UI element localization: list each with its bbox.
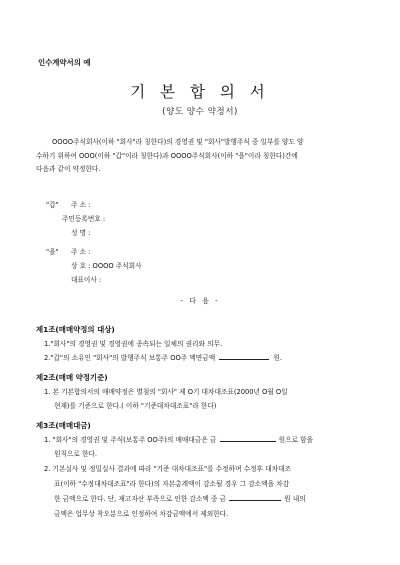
section-3-item-2-line-1: 2. 기본실사 및 정밀실사 결과에 따라 "기준 대차대조표"를 수정하며 수정후 대차대조 xyxy=(44,465,291,473)
item-text: 1. "회사"의 경영권 및 주식(보통주 OO주)의 매매대금은 금 xyxy=(44,436,217,444)
intro-paragraph xyxy=(36,136,374,177)
item-text: 2."갑"의 소유인 "회사"의 발행주식 보통주 OO주 액면금액 xyxy=(44,354,216,362)
item-text: 원으로 함을 xyxy=(278,436,314,444)
item-text: 원. xyxy=(273,354,283,362)
document-subtitle: (양도 양수 약정서) xyxy=(162,107,238,117)
amount-blank xyxy=(229,493,281,501)
party-b-company: 상 호 : OOOO 주식회사 xyxy=(71,262,142,270)
party-a-label: "갑" xyxy=(46,201,59,209)
intro-line: 다음과 같이 약정한다. xyxy=(36,165,101,173)
intro-line: 수하기 위하여 OOO(이하 "갑"이라 칭한다)과 OOOO주식회사(이하 "을"이라 칭한다)간에 xyxy=(36,151,298,160)
item-text: 원 내의 xyxy=(284,495,306,503)
section-3-heading: 제3조(매매대금) xyxy=(36,421,91,430)
document-caption: 인수계약서의 예 xyxy=(38,58,91,67)
section-1-item-1: 1."회사"의 경영권 및 경영권에 종속되는 일체의 권리와 의무. xyxy=(44,340,223,348)
section-3-item-2-line-4: 금액은 업무상 착오분으로 인정하여 차감금액에서 제외한다. xyxy=(54,510,229,518)
section-3-item-1-line-2: 원칙으로 한다. xyxy=(54,450,98,458)
section-1-item-2 xyxy=(44,352,282,362)
section-2-item-1-line-2: 현재)를 기준으로 한다.( 이하 "기준대차대조표"라 한다) xyxy=(54,402,217,410)
party-b-label: "을" xyxy=(46,248,59,256)
section-2-item-1-line-1: 1. 본 기본합의서의 매매약정은 별첨의 "회사" 제 O기 대차대조표(2000년 O월 O일 xyxy=(44,388,288,396)
party-a-address-label: 주 소 : xyxy=(71,201,91,209)
section-3-item-2-line-2: 표(이하 "수정대차대조표"라 한다)의 자본총계액이 감소될 경우 그 감소액을 차감 xyxy=(54,480,290,488)
party-b-address-label: 주 소 : xyxy=(71,248,91,256)
amount-blank xyxy=(219,352,269,360)
section-3-item-1-line-1 xyxy=(44,434,313,444)
party-b-rep-label: 대표이사 : xyxy=(71,276,102,284)
intro-line: OOOO주식회사(이하 "회사"라 칭한다)의 경영권 및 "회사"발행주식 중 일부를 양도 양 xyxy=(52,138,304,146)
amount-blank xyxy=(220,434,276,442)
divider-text: - 다 음 - xyxy=(180,297,220,305)
section-1-heading: 제1조(매매약정의 대상) xyxy=(36,325,115,334)
section-2-heading: 제2조(매매 약정기준) xyxy=(36,373,108,382)
party-a-name-label: 성 명 : xyxy=(71,229,91,237)
party-a-id-label: 주민등록번호 : xyxy=(62,215,106,223)
document-title: 기 본 합 의 서 xyxy=(130,83,270,101)
item-text: 한 금액으로 한다. 단, 재고자산 부족으로 인한 감소액 중 금 xyxy=(54,495,226,503)
section-3-item-2-line-3 xyxy=(54,493,306,503)
